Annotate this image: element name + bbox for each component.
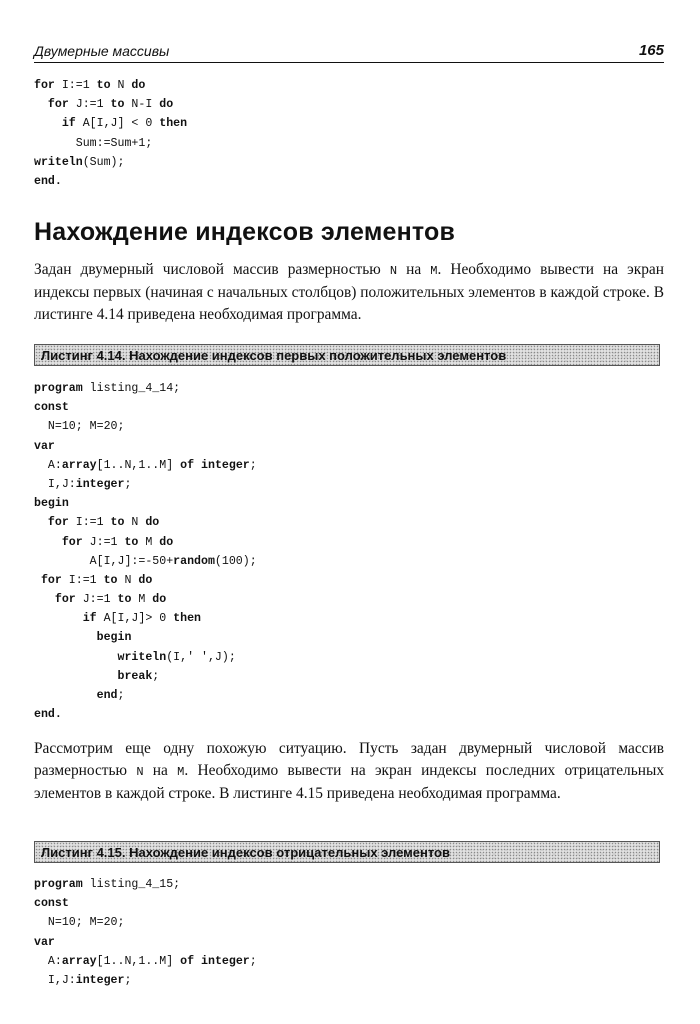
code-line: program listing_4_14; bbox=[34, 382, 181, 395]
code-line: for J:=1 to N-I do bbox=[47, 98, 174, 112]
code-line: Sum:=Sum+1; bbox=[34, 136, 153, 150]
listing-4-15-code bbox=[34, 875, 257, 990]
code-line: N=10; M=20; bbox=[34, 420, 125, 434]
code-line: var bbox=[34, 935, 55, 949]
listing-4-15-caption-text: Листинг 4.15. Нахождение индексов отрицательных элементов bbox=[41, 845, 450, 860]
code-line: for I:=1 to N do bbox=[47, 516, 160, 530]
code-line: A:array[1..N,1..M] of integer; bbox=[34, 458, 257, 472]
section-heading: Нахождение индексов элементов bbox=[34, 218, 456, 246]
paragraph-2-text-c: . Необходимо вывести на экран индексы последних отрицательных элементов в каждой строке. В листинге 4.15 приведена необходимая программа. bbox=[34, 762, 665, 802]
page-number: 165 bbox=[638, 42, 664, 59]
code-line: for I:=1 to N do bbox=[34, 79, 146, 92]
code-line: break; bbox=[117, 669, 160, 683]
code-line: const bbox=[34, 897, 69, 911]
running-header bbox=[34, 40, 664, 63]
paragraph-1-text-a: Задан двумерный числовой массив размерностью bbox=[34, 261, 390, 278]
listing-4-15-caption bbox=[34, 841, 660, 863]
code-line: if A[I,J] < 0 then bbox=[61, 117, 188, 131]
code-line: begin bbox=[34, 497, 69, 511]
listing-4-14-caption-text: Листинг 4.14. Нахождение индексов первых положительных элементов bbox=[41, 348, 507, 363]
code-line: const bbox=[34, 401, 69, 415]
paragraph-1-text-b: на bbox=[397, 261, 431, 278]
listing-4-14-code bbox=[34, 379, 257, 724]
code-line: I,J:integer; bbox=[34, 477, 132, 491]
code-line: A[I,J]:=-50+random(100); bbox=[34, 554, 257, 568]
code-line: writeln(Sum); bbox=[34, 155, 125, 169]
running-header-title: Двумерные массивы bbox=[34, 43, 170, 59]
code-line: for J:=1 to M do bbox=[61, 535, 174, 549]
code-line: end. bbox=[34, 708, 62, 722]
paragraph-2-var-n: N bbox=[136, 765, 144, 779]
code-line: for I:=1 to N do bbox=[40, 573, 153, 587]
code-line: begin bbox=[96, 631, 132, 645]
code-line: if A[I,J]> 0 then bbox=[82, 612, 201, 626]
paragraph-2-text-a: Рассмотрим еще одну похожую ситуацию. Пусть задан двумерный числовой массив размерностью bbox=[34, 740, 664, 779]
paragraph-1 bbox=[34, 259, 664, 326]
listing-4-14-caption bbox=[34, 344, 660, 366]
code-line: var bbox=[34, 439, 55, 453]
paragraph-2 bbox=[34, 738, 664, 805]
paragraph-1-var-n: N bbox=[389, 264, 398, 278]
paragraph-2-text-b: на bbox=[143, 762, 178, 779]
code-line: I,J:integer; bbox=[34, 973, 132, 987]
code-line: for J:=1 to M do bbox=[54, 593, 167, 607]
code-block-fragment bbox=[34, 76, 187, 191]
code-line: end; bbox=[96, 689, 125, 702]
paragraph-1-var-m: M bbox=[430, 264, 438, 278]
code-line: end. bbox=[34, 174, 62, 188]
code-line: writeln(I,' ',J); bbox=[117, 650, 236, 664]
paragraph-2-var-m: M bbox=[177, 765, 185, 779]
code-line: N=10; M=20; bbox=[34, 916, 125, 930]
code-line: program listing_4_15; bbox=[34, 878, 181, 891]
code-line: A:array[1..N,1..M] of integer; bbox=[34, 954, 257, 968]
paragraph-1-text-c: . Необходимо вывести на экран индексы первых (начиная с начальных столбцов) положительных элементов в каждой строке. В листинге 4.14 приведена необходимая программа. bbox=[34, 261, 664, 323]
